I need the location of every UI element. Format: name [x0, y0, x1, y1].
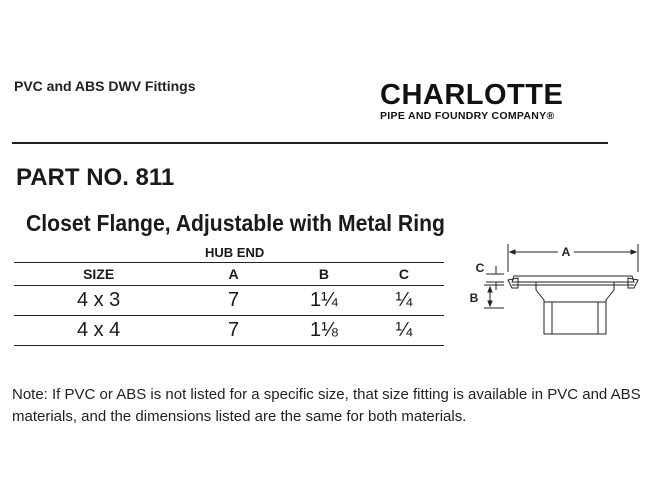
cell-c: ¼	[364, 286, 444, 316]
cell-b: 1¼	[284, 286, 364, 316]
table-row	[14, 286, 444, 316]
cell-a: 7	[183, 316, 284, 346]
logo-name: CHARLOTTE	[380, 79, 564, 111]
diagram-label-c: C	[475, 261, 485, 275]
diagram-label-b: B	[469, 291, 479, 305]
column-header-b: B	[284, 263, 364, 286]
cell-a: 7	[183, 286, 284, 316]
cell-size: 4 x 4	[14, 316, 183, 346]
logo-subtitle: PIPE AND FOUNDRY COMPANY®	[380, 110, 555, 122]
part-number: PART NO. 811	[16, 164, 175, 191]
diagram-label-a: A	[561, 245, 571, 259]
closet-flange-diagram	[460, 242, 645, 342]
table-header-row	[14, 263, 444, 286]
cell-size: 4 x 3	[14, 286, 183, 316]
category-title: PVC and ABS DWV Fittings	[14, 78, 196, 94]
column-header-a: A	[183, 263, 284, 286]
cell-c: ¼	[364, 316, 444, 346]
hub-end-label: HUB END	[205, 245, 265, 260]
column-header-size: SIZE	[14, 263, 183, 286]
column-header-c: C	[364, 263, 444, 286]
cell-b: 1⅛	[284, 316, 364, 346]
table-row	[14, 316, 444, 346]
materials-note: Note: If PVC or ABS is not listed for a specific size, that size fitting is available in PVC and ABS materials, and the dimensions listed are the same for both materials.	[12, 386, 641, 425]
dimensions-table	[14, 262, 444, 346]
company-logo	[380, 80, 605, 124]
header-rule	[12, 142, 608, 144]
product-title: Closet Flange, Adjustable with Metal Ring	[26, 210, 445, 236]
